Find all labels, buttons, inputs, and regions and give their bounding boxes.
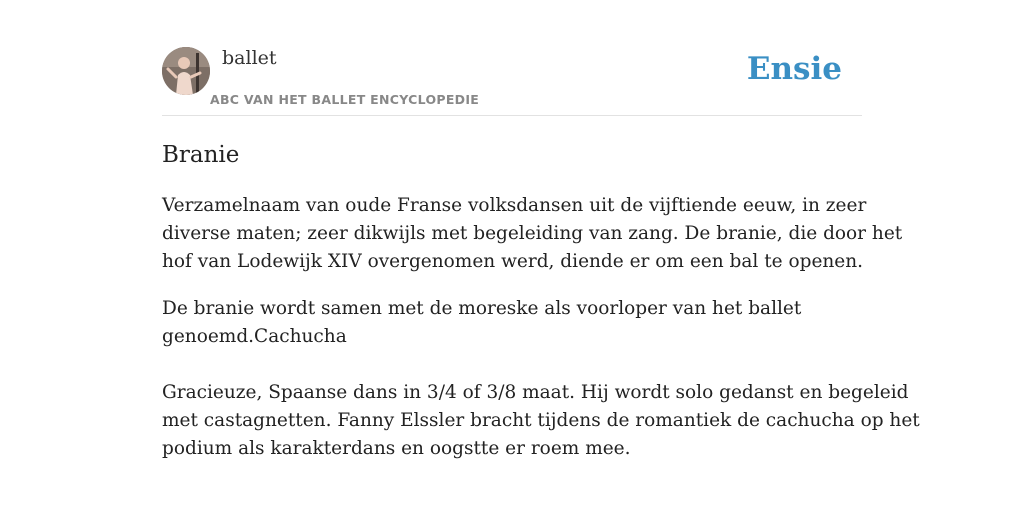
paragraph-line: De branie wordt samen met de moreske als voorloper van het ballet: [162, 298, 802, 319]
paragraph-line: met castagnetten. Fanny Elssler bracht tijdens de romantiek de cachucha op het: [162, 410, 920, 431]
article-paragraph: [162, 192, 903, 276]
author-name[interactable]: ballet: [222, 47, 277, 69]
article-title: Branie: [162, 142, 240, 168]
paragraph-line: podium als karakterdans en oogstte er roem mee.: [162, 438, 631, 459]
paragraph-line: Gracieuze, Spaanse dans in 3/4 of 3/8 maat. Hij wordt solo gedanst en begeleid: [162, 382, 909, 403]
brand-logo[interactable]: Ensie: [746, 51, 842, 87]
article-card: [162, 0, 920, 512]
publication-name[interactable]: ABC VAN HET BALLET ENCYCLOPEDIE: [210, 92, 480, 107]
article-paragraph: [162, 295, 862, 351]
paragraph-line: genoemd.Cachucha: [162, 326, 347, 347]
paragraph-line: diverse maten; zeer dikwijls met begeleiding van zang. De branie, die door het: [162, 223, 903, 244]
paragraph-line: hof van Lodewijk XIV overgenomen werd, diende er om een bal te openen.: [162, 251, 864, 272]
article-paragraph: [162, 379, 920, 463]
article-header: [162, 0, 862, 116]
avatar[interactable]: [162, 47, 210, 95]
paragraph-line: Verzamelnaam van oude Franse volksdansen uit de vijftiende eeuw, in zeer: [162, 195, 867, 216]
ballet-dancer-icon: [162, 47, 210, 95]
